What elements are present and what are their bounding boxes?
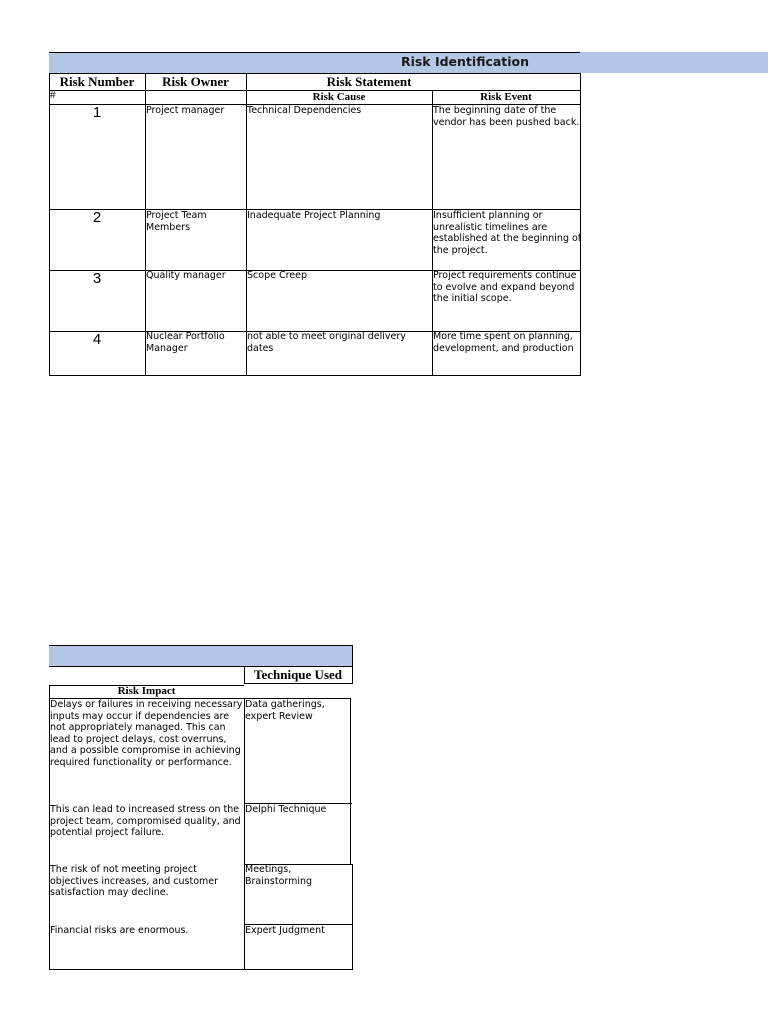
risk-identification-table: [0, 0, 768, 380]
risk-event: Insufficient planning or unrealistic timelines are established at the beginning of the project.: [433, 210, 582, 256]
risk-cause: Technical Dependencies: [247, 105, 362, 116]
table-title: Risk Identification: [400, 54, 530, 69]
risk-number: 2: [92, 209, 102, 226]
table-band: [49, 646, 352, 666]
risk-number: 1: [92, 104, 102, 121]
header-technique-used: Technique Used: [253, 667, 343, 682]
risk-owner: Nuclear Portfolio Manager: [146, 331, 225, 354]
risk-number: 3: [92, 270, 102, 287]
risk-cause: not able to meet original delivery dates: [247, 331, 406, 354]
risk-impact: The risk of not meeting project objectives increases, and customer satisfaction may decline.: [50, 864, 219, 898]
header-risk-event: Risk Event: [480, 91, 532, 103]
risk-cause: Scope Creep: [247, 270, 308, 281]
technique: Delphi Technique: [245, 804, 327, 815]
risk-impact: This can lead to increased stress on the project team, compromised quality, and potential project failure.: [50, 804, 241, 838]
header-risk-impact: Risk Impact: [117, 685, 176, 697]
risk-impact: Financial risks are enormous.: [50, 925, 189, 936]
header-risk-number: Risk Number: [59, 74, 135, 89]
header-hash: #: [50, 90, 56, 101]
risk-event: More time spent on planning, development, and production: [433, 331, 574, 354]
header-risk-cause: Risk Cause: [312, 91, 366, 103]
risk-impact-table: [0, 640, 768, 980]
risk-owner: Quality manager: [146, 270, 226, 281]
risk-owner: Project manager: [146, 105, 225, 116]
risk-impact: Delays or failures in receiving necessary inputs may occur if dependencies are not appropriately managed. This can lead to project delays, cost overruns, and a possible compromise in achieving required functionality or performance.: [50, 699, 243, 768]
technique: Data gatherings, expert Review: [245, 699, 325, 722]
risk-owner: Project Team Members: [146, 210, 207, 233]
risk-cause: Inadequate Project Planning: [247, 210, 381, 221]
header-risk-owner: Risk Owner: [162, 74, 229, 89]
risk-event: Project requirements continue to evolve and expand beyond the initial scope.: [433, 270, 577, 304]
risk-number: 4: [92, 331, 102, 348]
header-risk-statement: Risk Statement: [326, 74, 412, 89]
risk-event: The beginning date of the vendor has been pushed back.: [433, 105, 580, 128]
technique: Meetings, Brainstorming: [245, 864, 313, 887]
technique: Expert Judgment: [245, 925, 325, 936]
